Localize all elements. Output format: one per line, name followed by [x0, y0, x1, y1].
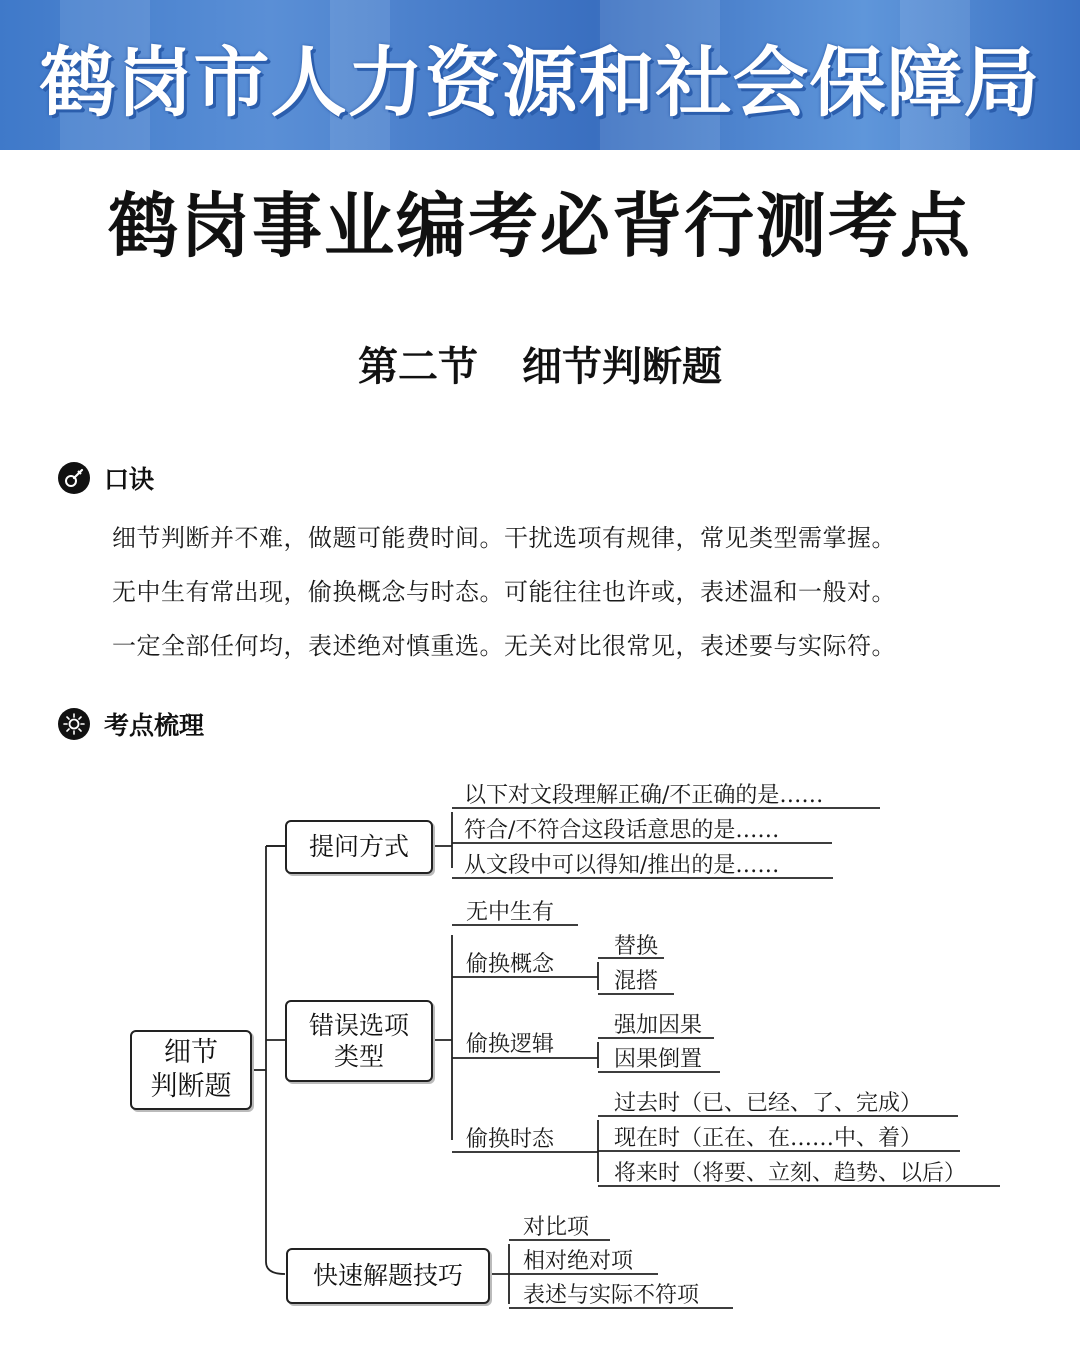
section-number: 第二节	[358, 344, 478, 390]
mindmap-subnode: 偷换概念	[466, 952, 555, 977]
mindmap-leaf: 符合/不符合这段话意思的是……	[464, 818, 780, 843]
mindmap-leaf: 从文段中可以得知/推出的是……	[464, 853, 780, 878]
koujue-line: 细节判断并不难，做题可能费时间。干扰选项有规律，常见类型需掌握。	[112, 524, 896, 552]
mindmap-subnode: 偷换时态	[466, 1127, 555, 1152]
mindmap-leaf: 替换	[614, 934, 659, 959]
kaodian-heading-label: 考点梳理	[104, 711, 205, 740]
mindmap-node-questions: 提问方式	[285, 820, 433, 874]
koujue-line: 无中生有常出现，偷换概念与时态。可能往往也许或，表述温和一般对。	[112, 578, 896, 606]
page-title: 鹤岗事业编考必背行测考点	[108, 184, 972, 267]
mindmap-node-wrong-options	[285, 1000, 433, 1082]
mindmap-leaf: 将来时（将要、立刻、趋势、以后）	[614, 1161, 967, 1186]
mindmap-leaf: 强加因果	[614, 1013, 703, 1038]
mindmap-leaf: 无中生有	[466, 900, 555, 925]
mindmap-subnode: 偷换逻辑	[466, 1032, 555, 1057]
mindmap-leaf: 以下对文段理解正确/不正确的是……	[464, 783, 824, 808]
mindmap-root	[130, 1030, 252, 1110]
banner-title: 鹤岗市人力资源和社会保障局	[39, 38, 1041, 127]
mindmap-root-line: 判断题	[150, 1071, 232, 1102]
mindmap-node-line: 类型	[333, 1042, 384, 1071]
section-name: 细节判断题	[522, 344, 722, 390]
mindmap-leaf: 过去时（已、已经、了、完成）	[614, 1091, 923, 1116]
mindmap-node-tips: 快速解题技巧	[286, 1248, 490, 1304]
mindmap-leaf: 对比项	[523, 1215, 590, 1240]
mindmap-node-line: 错误选项	[308, 1010, 409, 1040]
mindmap-leaf: 表述与实际不符项	[523, 1283, 700, 1308]
mindmap-root-line: 细节	[164, 1037, 218, 1069]
koujue-heading-label: 口诀	[104, 465, 155, 494]
mindmap-leaf: 现在时（正在、在……中、着）	[614, 1126, 923, 1151]
koujue-line: 一定全部任何均，表述绝对慎重选。无关对比很常见，表述要与实际符。	[112, 632, 896, 660]
mindmap-leaf: 混搭	[614, 969, 659, 994]
mindmap-leaf: 相对绝对项	[523, 1249, 634, 1274]
mindmap-leaf: 因果倒置	[614, 1047, 703, 1072]
